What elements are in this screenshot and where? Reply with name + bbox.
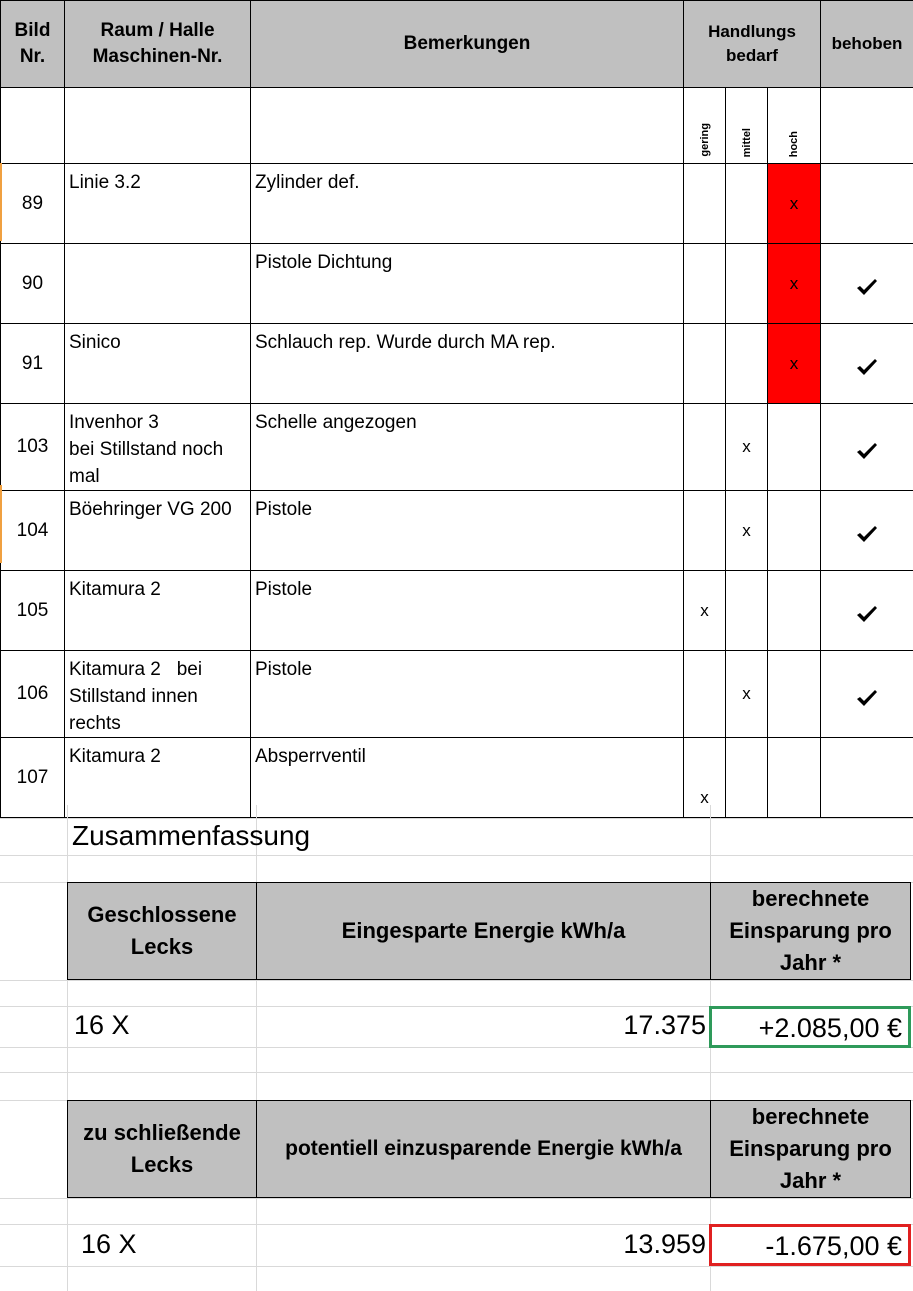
row-bemerkung: Pistole: [251, 491, 684, 571]
row-raum-line: Sinico: [69, 332, 121, 353]
row-raum-line: Kitamura 2: [69, 579, 161, 600]
summary-title: Zusammenfassung: [72, 820, 311, 851]
table-row: [1, 164, 913, 244]
row-raum: [65, 404, 251, 491]
subheader-empty: [251, 88, 684, 164]
row-behoben: [821, 651, 913, 738]
row-mark-gering: x: [684, 571, 726, 651]
row-bemerkung: Pistole Dichtung: [251, 244, 684, 324]
calc-savings-header: berechnete Einsparung pro Jahr *: [710, 882, 911, 980]
grid-line: [0, 1072, 913, 1073]
header-raum: Raum / Halle Maschinen-Nr.: [65, 1, 251, 88]
open-leaks-header: zu schließende Lecks: [67, 1100, 257, 1198]
row-behoben: [821, 571, 913, 651]
subheader-gering: gering: [684, 88, 726, 164]
row-nr: 91: [1, 324, 65, 404]
header-handlungsbedarf: Handlungs bedarf: [684, 1, 821, 88]
open-leaks-count: 16 X: [81, 1229, 137, 1259]
row-mark-gering: [684, 491, 726, 571]
row-raum-line: Linie 3.2: [69, 172, 141, 193]
header-behoben: behoben: [821, 1, 913, 88]
row-bemerkung: Schelle angezogen: [251, 404, 684, 491]
row-mark-hoch: [768, 651, 821, 738]
row-behoben: [821, 324, 913, 404]
check-icon: [856, 358, 878, 383]
row-mark-mittel: [726, 244, 768, 324]
row-raum: [65, 738, 251, 818]
row-raum-line: Böehringer VG 200: [69, 499, 232, 520]
grid-line: [0, 1198, 913, 1199]
row-accent: [0, 163, 2, 241]
row-bemerkung: Absperrventil: [251, 738, 684, 818]
row-mark-hoch: [768, 738, 821, 818]
check-icon: [856, 442, 878, 467]
row-nr: 107: [1, 738, 65, 818]
row-behoben: [821, 244, 913, 324]
table-row: [1, 571, 913, 651]
row-behoben: [821, 164, 913, 244]
row-bemerkung: Schlauch rep. Wurde durch MA rep.: [251, 324, 684, 404]
potential-savings-value: -1.675,00 €: [709, 1224, 911, 1266]
row-mark-mittel: [726, 324, 768, 404]
row-mark-gering: [684, 164, 726, 244]
closed-leaks-header: Geschlossene Lecks: [67, 882, 257, 980]
subheader-mittel: mittel: [726, 88, 768, 164]
row-nr: 106: [1, 651, 65, 738]
calc-savings-header-open: berechnete Einsparung pro Jahr *: [710, 1100, 911, 1198]
row-raum: [65, 324, 251, 404]
grid-line: [0, 818, 913, 819]
row-mark-gering: [684, 651, 726, 738]
row-raum-line: mal: [69, 466, 100, 487]
subheader-empty: [821, 88, 913, 164]
header-bemerkungen: Bemerkungen: [251, 1, 684, 88]
header-bild: Bild Nr.: [1, 1, 65, 88]
row-bemerkung: Zylinder def.: [251, 164, 684, 244]
saved-energy-header: Eingesparte Energie kWh/a: [256, 882, 711, 980]
row-nr: 103: [1, 404, 65, 491]
row-raum: [65, 244, 251, 324]
row-raum-line: Kitamura 2 bei: [69, 659, 203, 680]
row-raum-line: Stillstand innen: [69, 686, 198, 707]
row-behoben: [821, 738, 913, 818]
table-row: [1, 491, 913, 571]
row-mark-mittel: [726, 571, 768, 651]
table-row: [1, 324, 913, 404]
row-bemerkung: Pistole: [251, 651, 684, 738]
grid-line: [0, 855, 913, 856]
header-row: [1, 1, 913, 88]
row-raum-line: rechts: [69, 713, 121, 734]
row-behoben: [821, 404, 913, 491]
grid-line: [0, 1266, 913, 1267]
check-icon: [856, 605, 878, 630]
table-row: [1, 244, 913, 324]
row-mark-mittel: x: [726, 491, 768, 571]
row-nr: 90: [1, 244, 65, 324]
row-mark-hoch: [768, 491, 821, 571]
grid-line: [0, 980, 913, 981]
leak-table-body: [1, 164, 913, 818]
subheader-row: [1, 88, 913, 164]
row-mark-mittel: [726, 738, 768, 818]
row-raum: [65, 491, 251, 571]
row-raum-line: bei Stillstand noch: [69, 439, 224, 460]
grid-line: [67, 805, 68, 1291]
row-raum: [65, 651, 251, 738]
row-mark-hoch: x: [768, 164, 821, 244]
table-row: [1, 651, 913, 738]
grid-line: [256, 805, 257, 1291]
row-accent: [0, 485, 2, 563]
row-mark-mittel: [726, 164, 768, 244]
row-mark-gering: [684, 244, 726, 324]
subheader-hoch: hoch: [768, 88, 821, 164]
closed-leaks-count: 16 X: [74, 1010, 130, 1040]
table-row: [1, 738, 913, 818]
row-behoben: [821, 491, 913, 571]
row-nr: 104: [1, 491, 65, 571]
subheader-empty: [1, 88, 65, 164]
row-raum-line: Kitamura 2: [69, 746, 161, 767]
row-mark-gering: x: [684, 738, 726, 818]
savings-value: +2.085,00 €: [709, 1006, 911, 1048]
row-mark-hoch: x: [768, 244, 821, 324]
check-icon: [856, 525, 878, 550]
table-row: [1, 404, 913, 491]
row-bemerkung: Pistole: [251, 571, 684, 651]
row-mark-hoch: [768, 404, 821, 491]
potential-energy-value: 13.959: [623, 1229, 706, 1259]
row-mark-gering: [684, 324, 726, 404]
row-nr: 105: [1, 571, 65, 651]
row-mark-mittel: x: [726, 404, 768, 491]
row-raum: [65, 164, 251, 244]
row-mark-hoch: x: [768, 324, 821, 404]
row-mark-mittel: x: [726, 651, 768, 738]
potential-energy-header: potentiell einzusparende Energie kWh/a: [256, 1100, 711, 1198]
row-mark-gering: [684, 404, 726, 491]
check-icon: [856, 278, 878, 303]
subheader-empty: [65, 88, 251, 164]
row-raum-line: Invenhor 3: [69, 412, 159, 433]
row-mark-hoch: [768, 571, 821, 651]
grid-line: [710, 805, 711, 1291]
row-raum: [65, 571, 251, 651]
check-icon: [856, 689, 878, 714]
row-nr: 89: [1, 164, 65, 244]
saved-energy-value: 17.375: [623, 1010, 706, 1040]
